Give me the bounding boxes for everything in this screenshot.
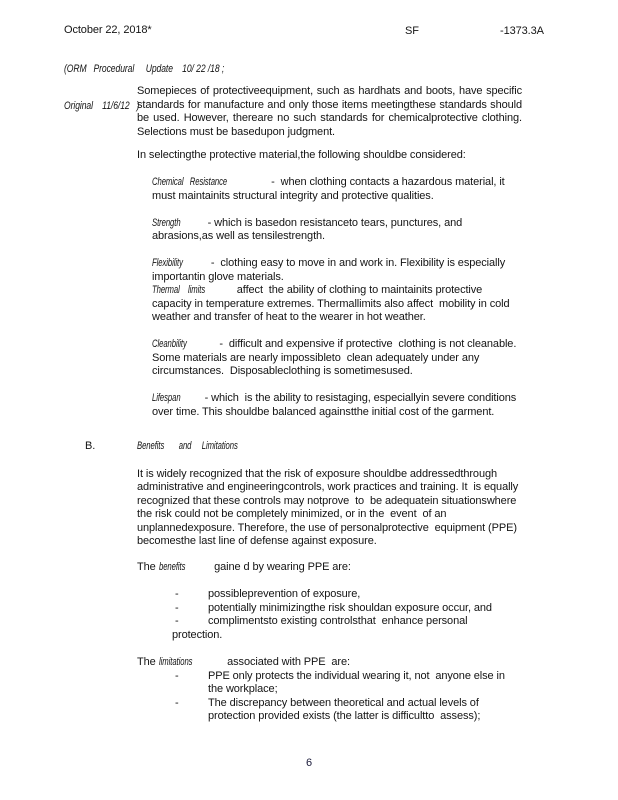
limitations-term: limitations [158,656,193,668]
factor-text: - difficult and expensive if protective clothing is not cleanable. Some materials are nearly impossibleto clean adequately under any circumstances. Disposableclothing is sometimesused. [152,338,520,377]
list-item-text: The discrepancy between theoretical and actual levels of protection provided exists (the latter is difficultto assess); [208,696,482,722]
list-item-text: complimentsto existing controlsthat enhance personal [208,615,468,627]
header-document-number: -1373.3A [500,25,544,37]
factor-term: Chemical Resistance [152,176,228,188]
page-number: 6 [305,757,313,769]
dash-bullet: - [175,615,179,627]
benefits-term: benefits [158,560,186,573]
section-b-heading [85,440,522,454]
selection-factors-list [152,176,522,419]
limitations-intro [137,656,522,670]
list-item [137,615,522,629]
list-item-text: PPE only protects the individual wearing it, not anyone else in the workplace; [208,669,508,695]
factor-text: - which is the ability to resistaging, especiallyin severe conditions over time. This shouldbe balanced againstthe initial cost of the garment. [152,392,520,418]
dash-bullet: - [175,696,179,709]
list-item [137,670,522,697]
limitations-intro-suffix: associated with PPE are: [206,656,350,668]
factor-chemical-resistance [152,176,522,203]
benefits-intro [137,561,522,575]
factor-term: Lifespan [152,392,181,404]
limitations-list [137,670,522,724]
header-date: October 22, 2018* [64,24,152,36]
section-b-label: B. [85,440,96,452]
list-item [137,588,522,602]
factor-term: Strength [152,216,181,229]
list-item [137,697,522,724]
factor-term: Thermal limits [152,284,206,296]
dash-bullet: - [175,669,179,682]
list-item-continuation: protection. [172,628,223,641]
list-item-text: possibleprevention of exposure, [208,588,361,600]
factor-cleanability [152,338,522,379]
header-center-code: SF [405,25,419,37]
header-revision-line2: Original 11/6/12 ) [64,100,140,112]
factor-lifespan [152,392,522,419]
factor-flexibility [152,257,522,284]
dash-bullet: - [175,588,179,600]
header-revision-line1: (ORM Procedural Update 10/ 22 /18 ; [64,62,225,75]
list-item-text: potentially minimizingthe risk shouldan exposure occur, and [208,601,492,614]
selection-note-paragraph: In selectingthe protective material,the following shouldbe considered: [137,149,466,161]
factor-text: - which is basedon resistanceto tears, punctures, and abrasions,as well as tensilestrength. [152,216,466,242]
factor-text: - when clothing contacts a hazardous material, it must maintainits structural integrity and protective qualities. [152,176,508,202]
section-b-title: Benefits and Limitations [137,440,238,452]
factor-strength [152,217,522,244]
benefits-list [137,588,522,642]
factor-text: affect the ability of clothing to maintainits protective capacity in temperature extremes. Thermallimits also affect mobility in cold weather and transfer of heat to the wearer in hot weather. [152,284,513,323]
intro-paragraph: Somepieces of protectiveequipment, such as hardhats and boots, have specific standards for manufacture and only those items meetingthese standards should be used. However, thereare no such standards for chemicalprotective clothing. Selections must be basedupon judgment. [137,85,522,138]
benefits-intro-suffix: gaine d by wearing PPE are: [196,560,351,573]
benefits-intro-prefix: The [137,560,159,573]
factor-text: - clothing easy to move in and work in. Flexibility is especially importantin glove materials. [152,257,509,283]
list-item [137,602,522,616]
section-b-paragraph: It is widely recognized that the risk of exposure shouldbe addressedthrough administrative and engineeringcontrols, work practices and training. It is equally recognized that these controls may notprove to be adequatein situationswhere the risk could not be completely minimized, or in the event of an unplannedexposure. Therefore, the use of personalprotective equipment (PPE) becomesthe last line of defense against exposure. [137,467,522,547]
dash-bullet: - [175,601,179,614]
factor-term: Cleanbility [152,338,187,350]
limitations-intro-prefix: The [137,656,159,668]
factor-term: Flexibility [152,257,183,269]
factor-thermal-limits [152,284,522,325]
